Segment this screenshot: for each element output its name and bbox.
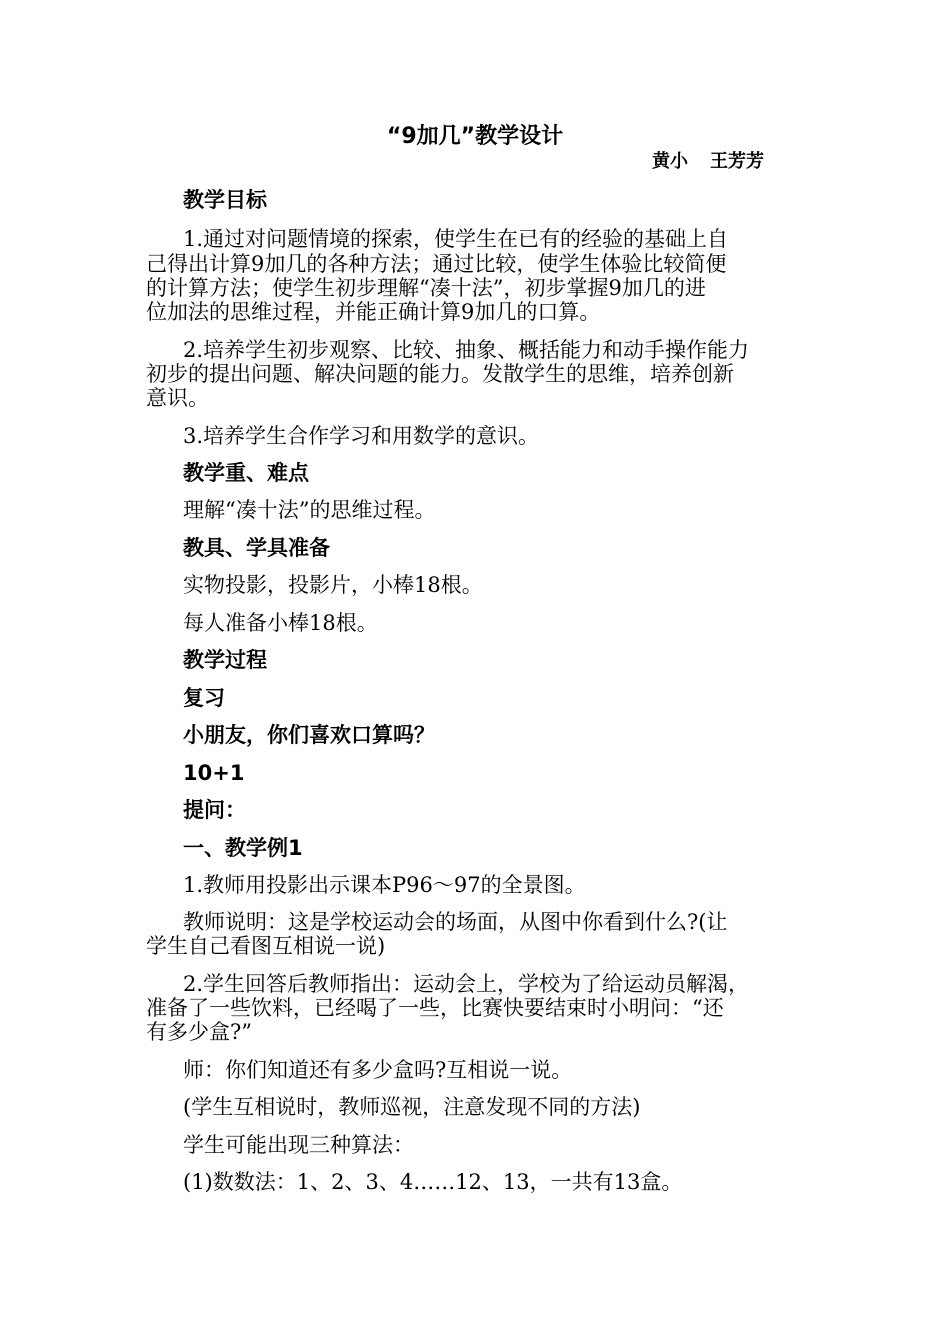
section-heading: 复习 xyxy=(183,686,225,710)
paragraph-line: 己得出计算9加几的各种方法；通过比较，使学生体验比较简便 xyxy=(146,252,727,276)
paragraph-line: 实物投影，投影片，小棒18根。 xyxy=(183,573,483,597)
paragraph-line: 提问： xyxy=(183,798,246,822)
author-name: 黄小 xyxy=(652,151,688,172)
paragraph-line: 的计算方法；使学生初步理解“凑十法”，初步掌握9加几的进 xyxy=(146,276,706,300)
paragraph-line: 理解“凑十法”的思维过程。 xyxy=(183,498,436,522)
paragraph-line: 2.培养学生初步观察、比较、抽象、概括能力和动手操作能力 xyxy=(183,338,750,362)
paragraph-line: 师：你们知道还有多少盒吗?互相说一说。 xyxy=(183,1058,573,1082)
paragraph-line: 准备了一些饮料，已经喝了一些，比赛快要结束时小明问：“还 xyxy=(146,996,724,1020)
paragraph-line: 意识。 xyxy=(146,386,209,410)
paragraph-line: 学生可能出现三种算法： xyxy=(183,1133,414,1157)
section-heading: 教学过程 xyxy=(183,648,267,672)
authors xyxy=(652,150,764,174)
paragraph-line: (学生互相说时，教师巡视，注意发现不同的方法) xyxy=(183,1095,641,1119)
author-name: 王芳芳 xyxy=(710,151,764,172)
paragraph-line: 每人准备小棒18根。 xyxy=(183,611,378,635)
paragraph-line: 初步的提出问题、解决问题的能力。发散学生的思维，培养创新 xyxy=(146,362,734,386)
paragraph-line: 1.教师用投影出示课本P96～97的全景图。 xyxy=(183,873,586,897)
section-heading: 教学目标 xyxy=(183,188,267,212)
section-heading: 教学重、难点 xyxy=(183,461,309,485)
paragraph-line: 学生自己看图互相说一说) xyxy=(146,934,386,958)
paragraph-line: 位加法的思维过程，并能正确计算9加几的口算。 xyxy=(146,300,601,324)
paragraph-line: 教师说明：这是学校运动会的场面，从图中你看到什么?(让 xyxy=(183,910,728,934)
paragraph-line: 2.学生回答后教师指出：运动会上，学校为了给运动员解渴， xyxy=(183,972,750,996)
paragraph-line: 3.培养学生合作学习和用数学的意识。 xyxy=(183,424,540,448)
document-title: “9加几”教学设计 xyxy=(386,124,564,149)
section-heading: 一、教学例1 xyxy=(183,836,303,860)
paragraph-line: 10+1 xyxy=(183,761,245,785)
paragraph-line: 1.通过对问题情境的探索，使学生在已有的经验的基础上自 xyxy=(183,227,729,251)
paragraph-line: 有多少盒?” xyxy=(146,1020,252,1044)
paragraph-line: (1)数数法：1、2、3、4……12、13，一共有13盒。 xyxy=(183,1170,683,1194)
paragraph-line: 小朋友，你们喜欢口算吗？ xyxy=(183,723,435,747)
section-heading: 教具、学具准备 xyxy=(183,536,330,560)
